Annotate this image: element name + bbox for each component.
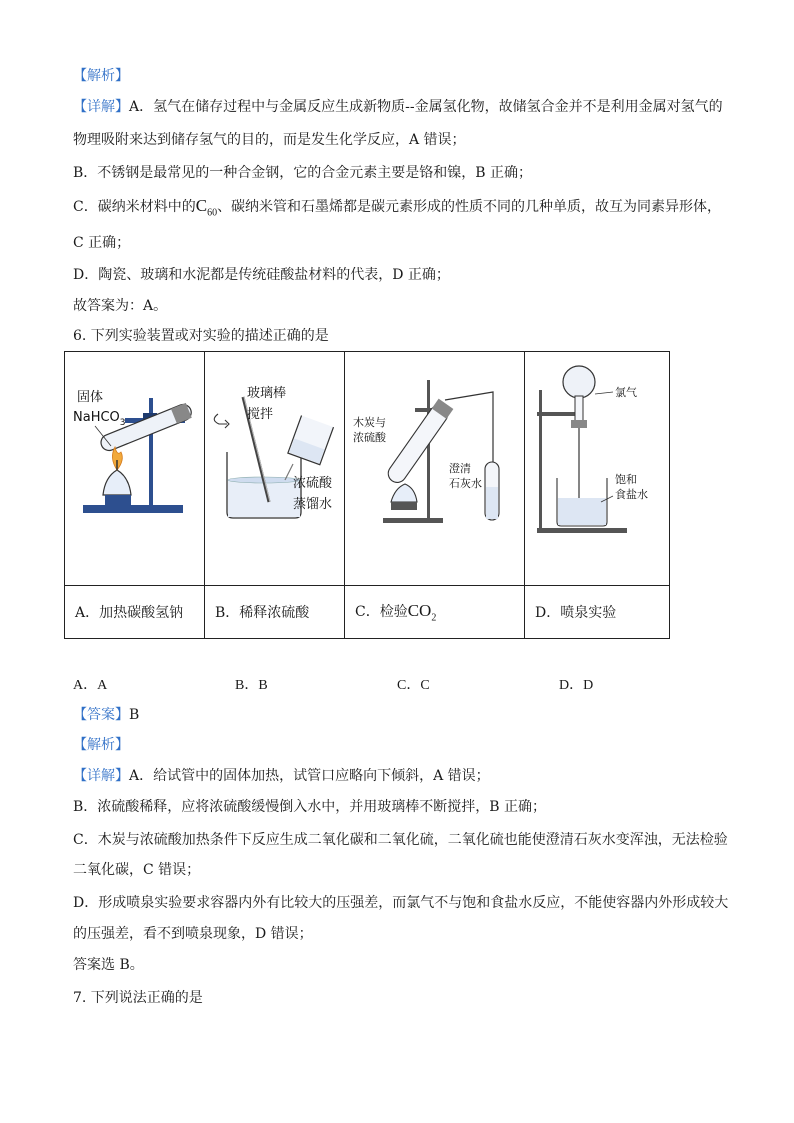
fig-d-label-saturated: 饱和	[615, 473, 637, 486]
analysis-label: 【解析】	[73, 68, 129, 84]
detail2-c-line1: C．木炭与浓硫酸加热条件下反应生成二氧化碳和二氧化硫，二氧化硫也能使澄清石灰水变浑浊，无法检验	[73, 832, 728, 848]
detail-b: B．不锈钢是最常见的一种合金钢，它的合金元素主要是铬和镍，B 正确；	[73, 165, 533, 181]
caption-c: C．检验$CO_2$	[345, 586, 525, 639]
detail-label-2: 【详解】	[73, 768, 129, 784]
figure-a-cell	[65, 352, 205, 586]
conclusion: 故答案为：A。	[73, 298, 168, 314]
figure-c-cell	[345, 352, 525, 586]
detail2-d-line2: 的压强差，看不到喷泉现象，D 错误；	[73, 926, 313, 942]
question6-stem: 6. 下列实验装置或对实验的描述正确的是	[73, 328, 329, 344]
figure-d-cell	[525, 352, 670, 586]
fig-a-label-solid: 固体	[77, 390, 104, 405]
option-b[interactable]: B．B	[235, 678, 268, 693]
detail-label: 【详解】	[73, 99, 129, 115]
fig-c-label-clear: 澄清	[449, 462, 471, 475]
c60-formula: $C_{60}$	[195, 196, 218, 219]
answer-value: B	[129, 707, 140, 723]
fig-a-label-nahco3: NaHCO$_3$	[73, 410, 126, 428]
option-c[interactable]: C．C	[397, 678, 430, 693]
heating-apparatus-figure	[65, 352, 205, 581]
detail-c-line1: C．碳纳米材料中的$C_{60}$、碳纳米管和石墨烯都是碳元素形成的性质不同的几种单质，故互为同素异形体，	[73, 196, 722, 219]
analysis-label-2: 【解析】	[73, 737, 129, 753]
conclusion-2: 答案选 B。	[73, 957, 144, 973]
fig-c-label-acid: 浓硫酸	[353, 431, 386, 444]
detail2-a: 【详解】A．给试管中的固体加热，试管口应略向下倾斜，A 错误；	[73, 768, 490, 784]
detail2-c-line2: 二氧化碳，C 错误；	[73, 862, 201, 878]
fig-d-label-brine: 食盐水	[615, 488, 648, 501]
answer-options	[73, 674, 693, 694]
fig-b-label-stir: 搅拌	[247, 407, 274, 422]
caption-b: B．稀释浓硫酸	[205, 586, 345, 639]
detail-a-line2: 物理吸附来达到储存氢气的目的，而是发生化学反应，A 错误；	[73, 132, 466, 148]
fig-c-label-limewater: 石灰水	[449, 477, 482, 490]
detail2-b: B．浓硫酸稀释，应将浓硫酸缓慢倒入水中，并用玻璃棒不断搅拌，B 正确；	[73, 799, 547, 815]
question7-stem: 7. 下列说法正确的是	[73, 990, 203, 1006]
answer-label: 【答案】	[73, 707, 129, 723]
dilution-figure	[205, 352, 345, 581]
co2-formula: $CO_2$	[407, 600, 437, 624]
fig-b-label-rod: 玻璃棒	[247, 386, 287, 401]
detail-c-line2: C 正确；	[73, 235, 131, 251]
fig-b-label-acid: 浓硫酸	[293, 476, 333, 491]
answer-line	[73, 705, 139, 725]
detail-d: D．陶瓷、玻璃和水泥都是传统硅酸盐材料的代表，D 正确；	[73, 267, 450, 283]
experiment-table	[64, 351, 670, 639]
fig-c-label-charcoal: 木炭与	[353, 416, 386, 429]
co2-test-figure	[345, 352, 525, 581]
detail2-d-line1: D．形成喷泉实验要求容器内外有比较大的压强差，而氯气不与饱和食盐水反应，不能使容器内外形成较大	[73, 895, 729, 911]
fountain-figure	[525, 352, 670, 581]
fig-b-label-water: 蒸馏水	[293, 497, 333, 512]
fig-d-label-chlorine: 氯气	[615, 386, 637, 399]
caption-d: D．喷泉实验	[525, 586, 670, 639]
option-a[interactable]: A．A	[73, 678, 108, 693]
figure-b-cell	[205, 352, 345, 586]
option-d[interactable]: D．D	[559, 678, 594, 693]
caption-a: A．加热碳酸氢钠	[65, 586, 205, 639]
detail-a-line1: 【详解】A．氢气在储存过程中与金属反应生成新物质--金属氢化物，故储氢合金并不是利用金属对氢气的	[73, 99, 723, 115]
